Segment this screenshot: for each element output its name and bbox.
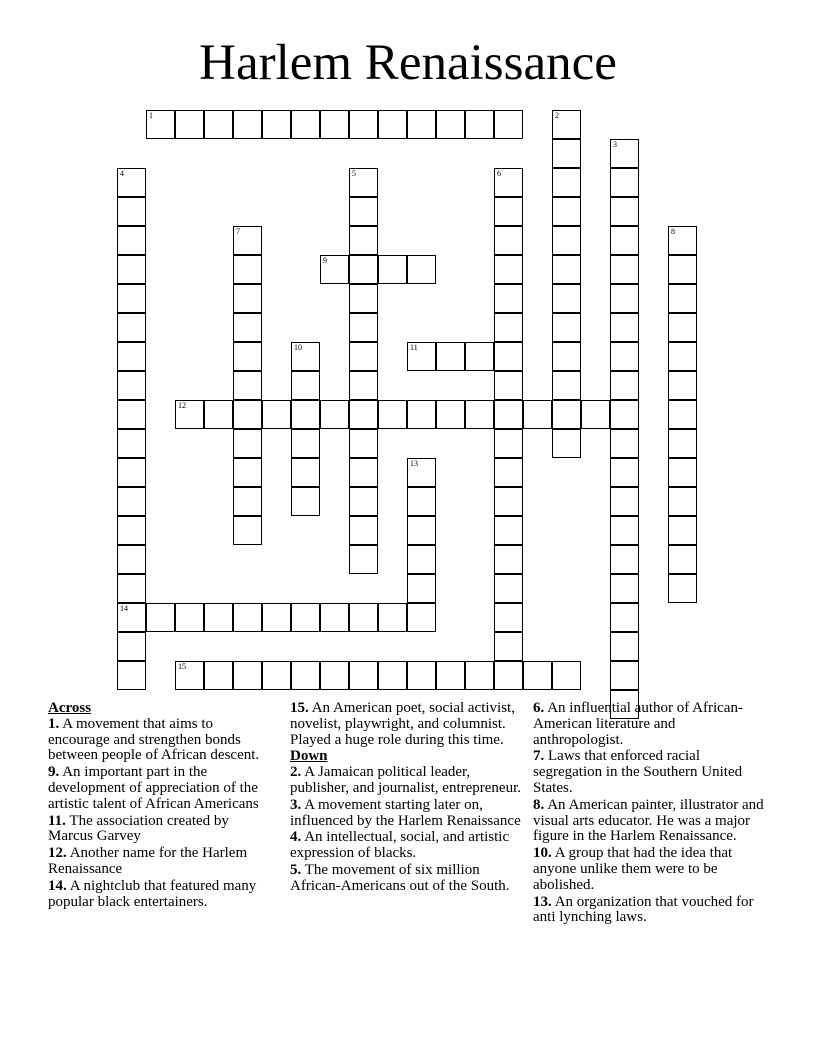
across-heading: Across [48, 700, 92, 716]
grid-cell[interactable] [668, 342, 697, 371]
grid-cell[interactable] [494, 226, 523, 255]
grid-cell[interactable] [291, 603, 320, 632]
grid-cell[interactable] [552, 400, 581, 429]
clue-down-6: 6. An influential author of African-American literature and anthropologist. [533, 700, 743, 748]
clue-number: 4 [120, 169, 124, 178]
grid-cell[interactable] [610, 487, 639, 516]
grid-cell[interactable] [349, 226, 378, 255]
grid-cell[interactable] [407, 545, 436, 574]
grid-cell[interactable] [233, 487, 262, 516]
grid-cell[interactable] [378, 661, 407, 690]
grid-cell[interactable] [465, 661, 494, 690]
grid-cell[interactable] [610, 168, 639, 197]
grid-cell[interactable] [349, 487, 378, 516]
clue-down-8: 8. An American painter, illustrator and visual arts educator. He was a major figure in the Harlem Renaissance. [533, 796, 764, 845]
grid-cell[interactable] [494, 168, 523, 197]
grid-cell[interactable] [349, 429, 378, 458]
grid-cell[interactable] [378, 603, 407, 632]
grid-cell[interactable] [552, 313, 581, 342]
grid-cell[interactable] [262, 400, 291, 429]
grid-cell[interactable] [668, 487, 697, 516]
grid-cell[interactable] [233, 284, 262, 313]
grid-cell[interactable] [117, 255, 146, 284]
grid-cell[interactable] [233, 313, 262, 342]
grid-cell[interactable] [436, 661, 465, 690]
clue-number: 7 [236, 227, 240, 236]
grid-cell[interactable] [204, 400, 233, 429]
grid-cell[interactable] [146, 110, 175, 139]
grid-cell[interactable] [349, 284, 378, 313]
grid-cell[interactable] [610, 574, 639, 603]
down-heading: Down [290, 748, 328, 765]
grid-cell[interactable] [610, 284, 639, 313]
clue-number: 8 [671, 227, 675, 236]
grid-cell[interactable] [407, 458, 436, 487]
grid-cell[interactable] [233, 226, 262, 255]
grid-cell[interactable] [552, 226, 581, 255]
grid-cell[interactable] [407, 400, 436, 429]
grid-cell[interactable] [610, 400, 639, 429]
clue-down-5: 5. The movement of six million African-Americans out of the South. [290, 861, 510, 894]
grid-cell[interactable] [349, 255, 378, 284]
grid-cell[interactable] [523, 400, 552, 429]
grid-cell[interactable] [233, 371, 262, 400]
grid-cell[interactable] [668, 371, 697, 400]
grid-cell[interactable] [668, 516, 697, 545]
clue-down-7: 7. Laws that enforced racial segregation in the Southern United States. [533, 748, 743, 796]
grid-cell[interactable] [610, 458, 639, 487]
grid-cell[interactable] [610, 255, 639, 284]
grid-cell[interactable] [552, 429, 581, 458]
grid-cell[interactable] [552, 139, 581, 168]
clue-down-3: 3. A movement starting later on, influenced by the Harlem Renaissance [290, 796, 521, 829]
grid-cell[interactable] [552, 197, 581, 226]
clue-number: 6 [497, 169, 501, 178]
grid-cell[interactable] [349, 168, 378, 197]
grid-cell[interactable] [117, 168, 146, 197]
grid-cell[interactable] [668, 458, 697, 487]
clue-down-4: 4. An intellectual, social, and artistic expression of blacks. [290, 829, 510, 862]
grid-cell[interactable] [668, 255, 697, 284]
grid-cell[interactable] [523, 661, 552, 690]
grid-cell[interactable] [552, 110, 581, 139]
grid-cell[interactable] [349, 342, 378, 371]
grid-cell[interactable] [494, 632, 523, 661]
grid-cell[interactable] [349, 371, 378, 400]
clue-number: 12 [178, 401, 186, 410]
grid-cell[interactable] [204, 661, 233, 690]
grid-cell[interactable] [291, 110, 320, 139]
grid-cell[interactable] [117, 516, 146, 545]
grid-cell[interactable] [291, 487, 320, 516]
clue-down-10: 10. A group that had the idea that anyone unlike them were to be abolished. [533, 845, 733, 893]
clue-number: 1 [149, 111, 153, 120]
clue-number: 15 [178, 662, 186, 671]
grid-cell[interactable] [117, 545, 146, 574]
grid-cell[interactable] [233, 458, 262, 487]
clue-down-2: 2. A Jamaican political leader, publisher, and journalist, entrepreneur. [290, 764, 521, 796]
grid-cell[interactable] [494, 110, 523, 139]
page-title: Harlem Renaissance [199, 35, 617, 91]
grid-cell[interactable] [117, 487, 146, 516]
grid-cell[interactable] [378, 255, 407, 284]
grid-cell[interactable] [233, 110, 262, 139]
grid-cell[interactable] [610, 342, 639, 371]
clue-number: 10 [294, 343, 302, 352]
clue-number: 9 [323, 256, 327, 265]
grid-cell[interactable] [494, 516, 523, 545]
grid-cell[interactable] [291, 429, 320, 458]
grid-cell[interactable] [494, 487, 523, 516]
grid-cell[interactable] [494, 284, 523, 313]
grid-cell[interactable] [436, 400, 465, 429]
grid-cell[interactable] [668, 574, 697, 603]
grid-cell[interactable] [407, 487, 436, 516]
grid-cell[interactable] [233, 255, 262, 284]
grid-cell[interactable] [117, 313, 146, 342]
grid-cell[interactable] [668, 226, 697, 255]
grid-cell[interactable] [494, 429, 523, 458]
grid-cell[interactable] [320, 603, 349, 632]
grid-cell[interactable] [668, 400, 697, 429]
grid-cell[interactable] [436, 110, 465, 139]
grid-cell[interactable] [117, 603, 146, 632]
grid-cell[interactable] [407, 516, 436, 545]
grid-cell[interactable] [291, 458, 320, 487]
clue-across-14: 14. A nightclub that featured many popular black entertainers. [48, 877, 257, 910]
grid-cell[interactable] [436, 342, 465, 371]
grid-cell[interactable] [262, 603, 291, 632]
grid-cell[interactable] [233, 342, 262, 371]
grid-cell[interactable] [494, 661, 523, 690]
grid-cell[interactable] [552, 284, 581, 313]
grid-cell[interactable] [378, 110, 407, 139]
grid-cell[interactable] [668, 313, 697, 342]
grid-cell[interactable] [349, 458, 378, 487]
grid-cell[interactable] [175, 603, 204, 632]
grid-cell[interactable] [117, 284, 146, 313]
grid-cell[interactable] [349, 603, 378, 632]
grid-cell[interactable] [291, 342, 320, 371]
clue-across-9: 9. An important part in the development of appreciation of the artistic talent of African Americans [48, 764, 259, 812]
clue-number: 3 [613, 140, 617, 149]
grid-cell[interactable] [291, 661, 320, 690]
grid-cell[interactable] [494, 574, 523, 603]
grid-cell[interactable] [610, 429, 639, 458]
grid-cell[interactable] [494, 603, 523, 632]
grid-cell[interactable] [610, 545, 639, 574]
grid-cell[interactable] [465, 342, 494, 371]
grid-cell[interactable] [407, 255, 436, 284]
grid-cell[interactable] [581, 400, 610, 429]
grid-cell[interactable] [320, 661, 349, 690]
clues-column-3 [533, 701, 769, 927]
clue-number: 13 [410, 459, 418, 468]
grid-cell[interactable] [494, 255, 523, 284]
grid-cell[interactable] [349, 661, 378, 690]
grid-cell[interactable] [407, 661, 436, 690]
grid-cell[interactable] [233, 661, 262, 690]
grid-cell[interactable] [117, 197, 146, 226]
grid-cell[interactable] [407, 603, 436, 632]
grid-cell[interactable] [610, 516, 639, 545]
grid-cell[interactable] [407, 342, 436, 371]
grid-cell[interactable] [407, 110, 436, 139]
grid-cell[interactable] [349, 516, 378, 545]
grid-cell[interactable] [494, 313, 523, 342]
grid-cell[interactable] [117, 400, 146, 429]
grid-cell[interactable] [407, 574, 436, 603]
grid-cell[interactable] [117, 574, 146, 603]
grid-cell[interactable] [494, 342, 523, 371]
grid-cell[interactable] [465, 110, 494, 139]
grid-cell[interactable] [204, 603, 233, 632]
clue-across-12: 12. Another name for the Harlem Renaissance [48, 845, 248, 877]
grid-cell[interactable] [117, 632, 146, 661]
clue-down-13: 13. An organization that vouched for anti lynching laws. [533, 893, 754, 926]
clue-number: 14 [120, 604, 128, 613]
grid-cell[interactable] [117, 226, 146, 255]
grid-cell[interactable] [552, 342, 581, 371]
grid-cell[interactable] [610, 661, 639, 690]
grid-cell[interactable] [668, 545, 697, 574]
grid-cell[interactable] [494, 545, 523, 574]
clue-number: 11 [410, 343, 418, 352]
grid-cell[interactable] [117, 661, 146, 690]
clue-across-11: 11. The association created by Marcus Garvey [48, 812, 229, 845]
grid-cell[interactable] [117, 458, 146, 487]
clue-across-1: 1. A movement that aims to encourage and strengthen bonds between people of African descent. [48, 715, 260, 764]
grid-cell[interactable] [291, 371, 320, 400]
grid-cell[interactable] [552, 168, 581, 197]
grid-cell[interactable] [233, 516, 262, 545]
grid-cell[interactable] [494, 400, 523, 429]
grid-cell[interactable] [465, 400, 494, 429]
grid-cell[interactable] [494, 458, 523, 487]
grid-cell[interactable] [610, 313, 639, 342]
grid-cell[interactable] [378, 400, 407, 429]
grid-cell[interactable] [117, 342, 146, 371]
clues-column-1 [48, 701, 276, 911]
grid-cell[interactable] [204, 110, 233, 139]
grid-cell[interactable] [262, 110, 291, 139]
grid-cell[interactable] [610, 226, 639, 255]
grid-cell[interactable] [175, 400, 204, 429]
grid-cell[interactable] [668, 284, 697, 313]
grid-cell[interactable] [552, 371, 581, 400]
grid-cell[interactable] [291, 400, 320, 429]
grid-cell[interactable] [175, 110, 204, 139]
grid-cell[interactable] [610, 603, 639, 632]
clues-column-2 [290, 701, 526, 896]
grid-cell[interactable] [233, 603, 262, 632]
grid-cell[interactable] [349, 110, 378, 139]
clue-number: 2 [555, 111, 559, 120]
grid-cell[interactable] [233, 400, 262, 429]
grid-cell[interactable] [320, 400, 349, 429]
grid-cell[interactable] [610, 139, 639, 168]
grid-cell[interactable] [233, 429, 262, 458]
grid-cell[interactable] [349, 545, 378, 574]
grid-cell[interactable] [146, 603, 175, 632]
grid-cell[interactable] [349, 197, 378, 226]
grid-cell[interactable] [349, 313, 378, 342]
grid-cell[interactable] [552, 255, 581, 284]
grid-cell[interactable] [494, 197, 523, 226]
grid-cell[interactable] [117, 371, 146, 400]
grid-cell[interactable] [552, 661, 581, 690]
grid-cell[interactable] [668, 429, 697, 458]
grid-cell[interactable] [610, 371, 639, 400]
clue-number: 5 [352, 169, 356, 178]
clue-across-15: 15. An American poet, social activist, novelist, playwright, and columnist. Played a huge role during this time. [290, 700, 515, 748]
grid-cell[interactable] [610, 632, 639, 661]
grid-cell[interactable] [320, 255, 349, 284]
grid-cell[interactable] [175, 661, 204, 690]
grid-cell[interactable] [117, 429, 146, 458]
grid-cell[interactable] [494, 371, 523, 400]
grid-cell[interactable] [320, 110, 349, 139]
grid-cell[interactable] [262, 661, 291, 690]
grid-cell[interactable] [610, 197, 639, 226]
grid-cell[interactable] [349, 400, 378, 429]
